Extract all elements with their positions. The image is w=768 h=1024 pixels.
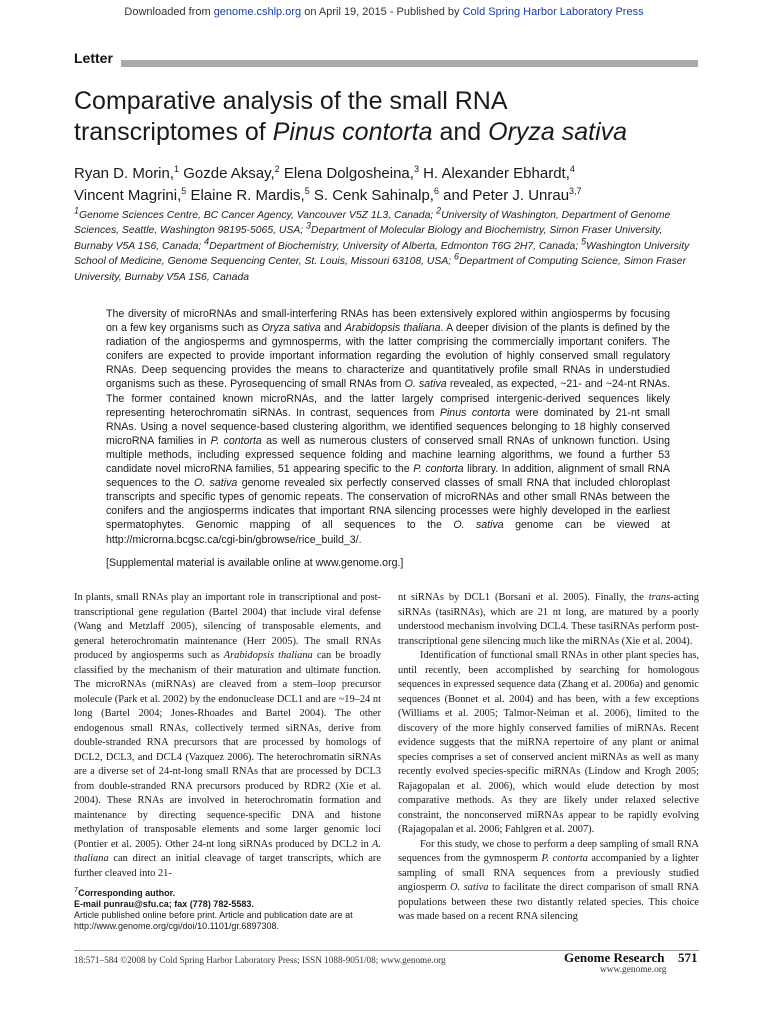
affiliation: Department of Biochemistry, University of Alberta, Edmonton T6G 2H7, Canada; xyxy=(209,240,582,252)
abstract-text: genome revealed six perfectly conserved classes of small RNA that included chloroplast transcripts and specific types of genomic repeats. The conservation of microRNAs and other small RNAs between the conifers and the angiosperms indicates that important RNA silencing processes were highly developed in the earliest spermatophytes. Genomic mapping of all sequences to the xyxy=(106,477,670,532)
body-italic: trans xyxy=(648,592,671,603)
publisher-link[interactable]: Cold Spring Harbor Laboratory Press xyxy=(462,6,644,18)
abstract-italic: O. sativa xyxy=(404,378,447,391)
author: Elaine R. Mardis, xyxy=(190,187,305,204)
abstract-text: as well as numerous clusters of conserved small RNAs of unknown function. Using multiple methods, including expressed sequence folding and machine learning algorithms, we found a further 53 candidate novel microRNA families, 51 appearing specific to the xyxy=(106,434,670,476)
title-line2-a: transcriptomes of xyxy=(74,118,273,146)
body-text: In plants, small RNAs play an important role in transcriptional and post-transcriptional gene regulation (Bartel 2004) that include viral defense (Wang and Metzlaff 2005), silencing of transposable elements, and general heterochromatin maintenance (Herr 2005). The small RNAs produced by angiosperms such as xyxy=(74,592,381,661)
author-sup: 6 xyxy=(433,186,439,196)
title-species-2: Oryza sativa xyxy=(488,118,628,146)
abstract-text: genome can be viewed at http://microrna.bcgsc.ca/cgi-bin/gbrowse/rice_build_3/. xyxy=(106,519,670,546)
abstract-italic: Pinus contorta xyxy=(439,406,511,419)
title-species-1: Pinus contorta xyxy=(272,118,433,146)
author-sup: 3,7 xyxy=(569,186,582,196)
affiliation: Department of Molecular Biology and Biochemistry, Simon Fraser University, Burnaby V5A 1S6, Canada; xyxy=(74,225,663,252)
body-column-right xyxy=(398,591,699,925)
body-text: can be broadly classified by the mechanism of their maturation and ultimate function. The microRNAs (miRNAs) are cleaved from a stem–loop precursor molecule (Park et al. 2002) by the endonuclease DCL1 and are ~19–24 nt long (Bartel 2004; Jones-Rhoades and Bartel 2004). The other endogenous small RNAs, collectively termed siRNAs, derive from double-stranded RNA precursors that are processed by homologs of DCL2, DCL3, and DCL4 (Vazquez 2006). The heterochromatin siRNAs are a diverse set of 24-nt-long small RNAs that are processed by DCL3 from double-stranded RNA precursors produced by RDR2 (Xie et al. 2004). These RNAs are involved in heterochromatin formation and maintenance by directing sequence-specific DNA and histone methylation of transposable elements and some larger genomic loci (Pontier et al. 2005). Other 24-nt long siRNAs produced by DCL2 in xyxy=(74,650,381,850)
abstract-text: . A deeper division of the plants is defined by the radiation of the angiosperms and gymnosperms, with the latter comprising the commercially important conifers. The conifers are expected to provide important information regarding the evolution of highly conserved small regulatory RNAs. Deep sequencing provides the means to characterize and quantitatively profile small RNAs in understudied organisms such as these. Pyrosequencing of small RNAs from xyxy=(106,322,671,391)
body-italic: O. sativa xyxy=(450,882,489,893)
aff-sup: 4 xyxy=(204,236,210,247)
body-text: nt siRNAs by DCL1 (Borsani et al. 2005). Finally, the xyxy=(398,592,649,603)
footer-journal-name: Genome Research xyxy=(564,950,665,965)
paragraph xyxy=(398,838,699,925)
abstract-text: The diversity of microRNAs and small-interfering RNAs has been extensively explored within angiosperms by focusing on a few key organisms such as xyxy=(106,308,670,335)
affiliation: Washington University School of Medicine, Genome Sequencing Center, St. Louis, Missouri 63108, USA; xyxy=(74,240,690,268)
author-sup: 3 xyxy=(413,164,419,174)
section-label: Letter xyxy=(74,50,113,66)
author-sup: 1 xyxy=(174,164,180,174)
paragraph: Identification of functional small RNAs in other plant species has, until recently, been accomplished by searching for homologous sequences in expressed sequence data (Zhang et al. 2006a) and genomic sequences (Bonnet et al. 2004) and has been, with a few exceptions (Williams et al. 2005; Talmor-Neiman et al. 2006), limited to the discovery of the more highly conserved families of miRNAs. Recent evidence suggests that the miRNA repertoire of any plant or animal species comprises a set of conserved ancient miRNAs as well as many recently evolved species-specific miRNAs (Lindow and Krogh 2005; Rajagopalan et al. 2006), which would elude detection by most comparative methods. As they are likely under relaxed selective constraint, the nonconserved miRNAs appear to be rapidly evolving (Rajagopalan et al. 2006; Fahlgren et al. 2007). xyxy=(398,650,699,835)
section-header xyxy=(74,50,698,68)
section-divider-bar xyxy=(121,60,698,67)
author-sup: 4 xyxy=(569,164,575,174)
abstract-italic: P. contorta xyxy=(210,434,262,447)
aff-sup: 2 xyxy=(436,205,442,216)
download-mid: on April 19, 2015 - Published by xyxy=(301,6,463,18)
email-text: E-mail punrau@sfu.ca; fax (778) 782-5583. xyxy=(74,899,254,909)
paragraph xyxy=(74,591,381,881)
abstract-italic: O. sativa xyxy=(453,519,504,532)
author: Vincent Magrini, xyxy=(74,187,182,204)
body-text: to facilitate the direct comparison of small RNA populations between these two distantly related species. This choice was made based on a recent RNA silencing xyxy=(398,882,700,922)
article-note: Article published online before print. Article and publication date are at http://www.genome.org/cgi/doi/10.1101/gr.6897308. xyxy=(74,910,353,931)
footnote xyxy=(74,884,384,932)
author: S. Cenk Sahinalp, xyxy=(313,187,434,204)
footer-page-number: 571 xyxy=(678,950,698,965)
abstract-text: and xyxy=(320,322,345,335)
affiliation: University of Washington, Department of Genome Sciences, Seattle, Washington 98195-5065, USA; xyxy=(74,210,671,237)
corresponding-author xyxy=(74,884,384,899)
affiliations xyxy=(74,205,699,285)
paragraph xyxy=(398,591,699,649)
article-title xyxy=(74,86,714,148)
download-banner xyxy=(0,6,768,18)
corresponding-label: Corresponding author. xyxy=(78,888,176,898)
author-sup: 5 xyxy=(181,186,187,196)
body-text: can direct an initial cleavage of target transcripts, which are further cleaved into 21- xyxy=(74,853,381,879)
abstract-text: were dominated by 21-nt small RNAs. Using a novel sequence-based clustering algorithm, we identified sequences belonging to 18 highly conserved microRNA families in xyxy=(106,406,670,447)
download-prefix: Downloaded from xyxy=(124,6,214,18)
body-text: accompanied by a lighter sampling of small RNA sequences from a previously studied angiosperm xyxy=(398,853,699,893)
aff-sup: 6 xyxy=(454,251,460,262)
body-italic: A. thaliana xyxy=(74,838,381,864)
author-sup: 5 xyxy=(304,186,310,196)
aff-sup: 3 xyxy=(306,220,312,231)
abstract-italic: O. sativa xyxy=(194,477,238,490)
author: Elena Dolgosheina, xyxy=(283,165,414,182)
body-italic: P. contorta xyxy=(541,853,588,864)
author: H. Alexander Ebhardt, xyxy=(423,165,570,182)
supplemental-note: [Supplemental material is available online at www.genome.org.] xyxy=(106,557,404,569)
affiliation: Department of Computing Science, Simon Fraser University, Burnaby V5A 1S6, Canada xyxy=(74,256,687,283)
body-column-left xyxy=(74,591,381,881)
corresponding-email xyxy=(74,899,384,910)
affiliation: Genome Sciences Centre, BC Cancer Agency, Vancouver V5Z 1L3, Canada; xyxy=(79,210,437,221)
footer-url[interactable]: www.genome.org xyxy=(600,965,667,975)
abstract xyxy=(106,307,670,547)
abstract-italic: P. contorta xyxy=(413,463,464,476)
body-text: For this study, we chose to perform a deep sampling of small RNA sequences from the gymnosperm xyxy=(398,838,699,864)
author-sup: 2 xyxy=(274,164,280,174)
author-list xyxy=(74,163,714,207)
abstract-italic: Arabidopsis thaliana xyxy=(344,322,441,335)
footnote-sup: 7 xyxy=(74,885,79,894)
abstract-text: revealed, as expected, ~21- and ~24-nt RNAs. The former contained known microRNAs, and the latter largely comprised intergenic-derived sequences likely representing heterochromatin siRNAs. In contrast, sequences from xyxy=(106,378,670,419)
body-text: -acting siRNAs (tasiRNAs), which are 21 nt long, are matured by a poorly understood mechanism involving DCL4. These tasiRNAs perform post-transcriptional gene silencing much like the miRNAs (Xie et al. 2004). xyxy=(398,592,699,647)
abstract-italic: Oryza sativa xyxy=(261,322,321,335)
author: Ryan D. Morin, xyxy=(74,165,175,182)
aff-sup: 5 xyxy=(581,236,587,247)
title-line2-c: and xyxy=(432,118,489,146)
abstract-text: library. In addition, alignment of small RNA sequences to the xyxy=(106,463,670,490)
author: Gozde Aksay, xyxy=(183,165,275,182)
footer-citation: 18:571–584 ©2008 by Cold Spring Harbor Laboratory Press; ISSN 1088-9051/08; www.genome.org xyxy=(74,955,446,965)
author: and Peter J. Unrau xyxy=(443,187,570,204)
download-site-link[interactable]: genome.cshlp.org xyxy=(213,6,302,18)
title-line1: Comparative analysis of the small RNA xyxy=(74,87,508,115)
body-italic: Arabidopsis thaliana xyxy=(223,650,313,661)
aff-sup: 1 xyxy=(74,205,80,216)
